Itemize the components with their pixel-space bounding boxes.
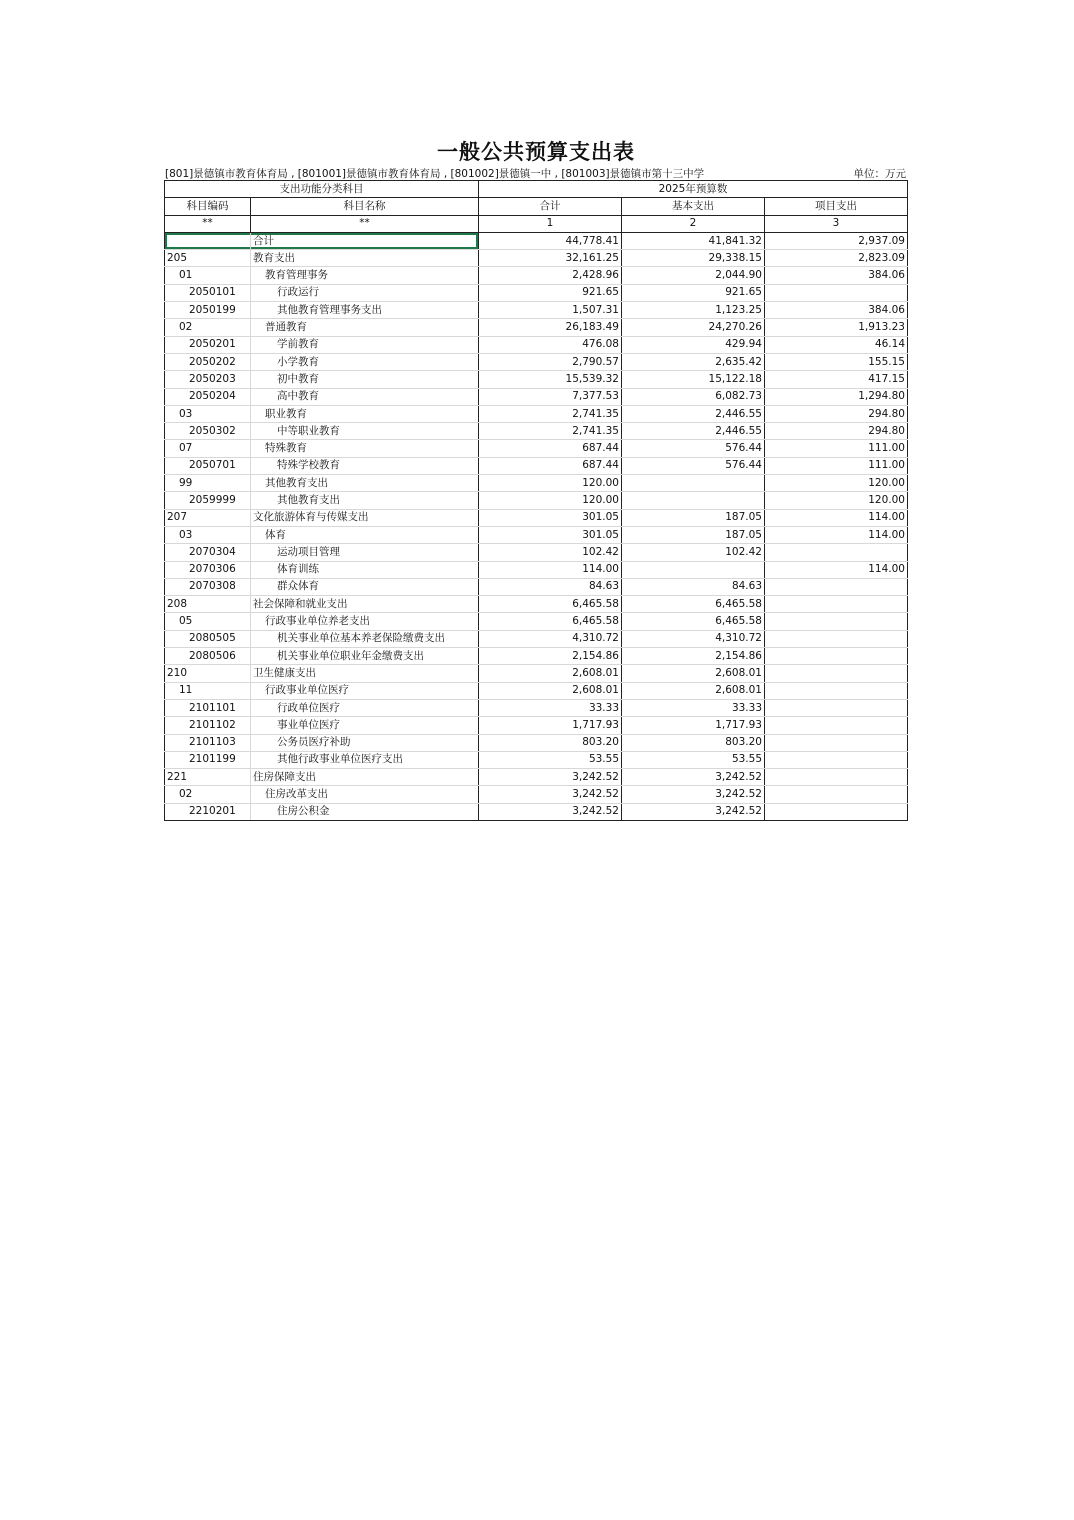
header-column-row bbox=[165, 198, 908, 215]
cell-project[interactable] bbox=[765, 682, 908, 699]
cell-name[interactable]: 住房保障支出 bbox=[251, 769, 479, 786]
cell-basic[interactable]: 29,338.15 bbox=[622, 250, 765, 267]
cell-name[interactable]: 文化旅游体育与传媒支出 bbox=[251, 509, 479, 526]
cell-code[interactable]: 99 bbox=[165, 475, 251, 492]
cell-name[interactable]: 群众体育 bbox=[251, 578, 479, 595]
cell-total[interactable]: 120.00 bbox=[479, 475, 622, 492]
cell-basic[interactable]: 84.63 bbox=[622, 578, 765, 595]
cell-project[interactable] bbox=[765, 803, 908, 820]
table-row bbox=[165, 561, 908, 578]
cell-total[interactable]: 301.05 bbox=[479, 526, 622, 543]
table-row bbox=[165, 526, 908, 543]
cell-code[interactable]: 208 bbox=[165, 596, 251, 613]
cell-code[interactable]: 2101199 bbox=[165, 751, 251, 768]
table-row bbox=[165, 388, 908, 405]
cell-basic[interactable]: 41,841.32 bbox=[622, 232, 765, 249]
cell-project[interactable]: 417.15 bbox=[765, 371, 908, 388]
cell-code[interactable]: 2101102 bbox=[165, 717, 251, 734]
cell-name[interactable]: 公务员医疗补助 bbox=[251, 734, 479, 751]
cell-project[interactable]: 114.00 bbox=[765, 561, 908, 578]
table-row bbox=[165, 769, 908, 786]
cell-project[interactable]: 114.00 bbox=[765, 526, 908, 543]
cell-name[interactable]: 体育训练 bbox=[251, 561, 479, 578]
cell-project[interactable]: 1,294.80 bbox=[765, 388, 908, 405]
table-row bbox=[165, 699, 908, 716]
table-row bbox=[165, 302, 908, 319]
cell-basic[interactable]: 3,242.52 bbox=[622, 803, 765, 820]
cell-basic[interactable]: 429.94 bbox=[622, 336, 765, 353]
cell-project[interactable]: 384.06 bbox=[765, 302, 908, 319]
cell-code[interactable]: 2050302 bbox=[165, 423, 251, 440]
cell-code[interactable]: 221 bbox=[165, 769, 251, 786]
cell-total[interactable]: 2,790.57 bbox=[479, 353, 622, 370]
cell-name[interactable]: 卫生健康支出 bbox=[251, 665, 479, 682]
cell-name[interactable]: 职业教育 bbox=[251, 405, 479, 422]
cell-total[interactable]: 687.44 bbox=[479, 457, 622, 474]
cell-basic[interactable]: 2,446.55 bbox=[622, 405, 765, 422]
cell-name[interactable]: 其他教育支出 bbox=[251, 475, 479, 492]
cell-basic[interactable] bbox=[622, 475, 765, 492]
cell-basic[interactable]: 576.44 bbox=[622, 457, 765, 474]
cell-basic[interactable]: 4,310.72 bbox=[622, 630, 765, 647]
cell-basic[interactable]: 187.05 bbox=[622, 509, 765, 526]
cell-total[interactable]: 1,507.31 bbox=[479, 302, 622, 319]
cell-name[interactable]: 事业单位医疗 bbox=[251, 717, 479, 734]
cell-basic[interactable]: 2,635.42 bbox=[622, 353, 765, 370]
cell-total[interactable]: 32,161.25 bbox=[479, 250, 622, 267]
cell-total[interactable]: 2,428.96 bbox=[479, 267, 622, 284]
cell-basic[interactable]: 1,123.25 bbox=[622, 302, 765, 319]
cell-total[interactable]: 2,608.01 bbox=[479, 682, 622, 699]
cell-total[interactable]: 2,741.35 bbox=[479, 405, 622, 422]
header-index-3[interactable]: 3 bbox=[765, 215, 908, 232]
header-code[interactable]: 科目编码 bbox=[165, 198, 251, 215]
cell-total[interactable]: 44,778.41 bbox=[479, 232, 622, 249]
cell-project[interactable]: 2,937.09 bbox=[765, 232, 908, 249]
cell-code[interactable]: 05 bbox=[165, 613, 251, 630]
cell-project[interactable]: 46.14 bbox=[765, 336, 908, 353]
header-name[interactable]: 科目名称 bbox=[251, 198, 479, 215]
cell-basic[interactable]: 6,465.58 bbox=[622, 613, 765, 630]
cell-name[interactable]: 行政运行 bbox=[251, 284, 479, 301]
cell-project[interactable] bbox=[765, 613, 908, 630]
table-row bbox=[165, 717, 908, 734]
table-row bbox=[165, 250, 908, 267]
cell-name[interactable]: 行政单位医疗 bbox=[251, 699, 479, 716]
table-row bbox=[165, 457, 908, 474]
cell-total[interactable]: 26,183.49 bbox=[479, 319, 622, 336]
cell-total[interactable]: 102.42 bbox=[479, 544, 622, 561]
cell-project[interactable]: 294.80 bbox=[765, 405, 908, 422]
header-index-row bbox=[165, 215, 908, 232]
cell-code[interactable]: 2059999 bbox=[165, 492, 251, 509]
cell-basic[interactable]: 3,242.52 bbox=[622, 769, 765, 786]
cell-basic[interactable]: 576.44 bbox=[622, 440, 765, 457]
cell-code[interactable]: 01 bbox=[165, 267, 251, 284]
cell-code[interactable]: 2070306 bbox=[165, 561, 251, 578]
header-index-1[interactable]: 1 bbox=[479, 215, 622, 232]
table-row bbox=[165, 578, 908, 595]
cell-name[interactable]: 行政事业单位养老支出 bbox=[251, 613, 479, 630]
header-star-name[interactable]: ** bbox=[251, 215, 479, 232]
cell-project[interactable] bbox=[765, 717, 908, 734]
cell-basic[interactable]: 3,242.52 bbox=[622, 786, 765, 803]
cell-project[interactable] bbox=[765, 596, 908, 613]
cell-project[interactable]: 120.00 bbox=[765, 475, 908, 492]
cell-basic[interactable]: 15,122.18 bbox=[622, 371, 765, 388]
cell-name[interactable]: 运动项目管理 bbox=[251, 544, 479, 561]
cell-code[interactable]: 2070308 bbox=[165, 578, 251, 595]
cell-total[interactable]: 2,608.01 bbox=[479, 665, 622, 682]
cell-project[interactable] bbox=[765, 769, 908, 786]
cell-total[interactable]: 6,465.58 bbox=[479, 596, 622, 613]
cell-project[interactable]: 294.80 bbox=[765, 423, 908, 440]
cell-code[interactable]: 2050201 bbox=[165, 336, 251, 353]
cell-name[interactable]: 中等职业教育 bbox=[251, 423, 479, 440]
cell-basic[interactable]: 6,465.58 bbox=[622, 596, 765, 613]
cell-name[interactable]: 小学教育 bbox=[251, 353, 479, 370]
cell-name[interactable]: 其他教育支出 bbox=[251, 492, 479, 509]
cell-name[interactable]: 社会保障和就业支出 bbox=[251, 596, 479, 613]
cell-basic[interactable] bbox=[622, 492, 765, 509]
table-row bbox=[165, 475, 908, 492]
cell-total[interactable]: 15,539.32 bbox=[479, 371, 622, 388]
cell-code[interactable]: 02 bbox=[165, 786, 251, 803]
cell-code[interactable]: 2050204 bbox=[165, 388, 251, 405]
cell-name[interactable]: 住房公积金 bbox=[251, 803, 479, 820]
cell-total[interactable]: 3,242.52 bbox=[479, 803, 622, 820]
cell-code[interactable]: 03 bbox=[165, 405, 251, 422]
cell-project[interactable]: 111.00 bbox=[765, 457, 908, 474]
budget-table bbox=[164, 180, 908, 821]
cell-total[interactable]: 803.20 bbox=[479, 734, 622, 751]
cell-project[interactable] bbox=[765, 578, 908, 595]
table-row bbox=[165, 630, 908, 647]
cell-total[interactable]: 3,242.52 bbox=[479, 769, 622, 786]
table-row bbox=[165, 596, 908, 613]
cell-basic[interactable]: 803.20 bbox=[622, 734, 765, 751]
unit-label: 单位：万元 bbox=[853, 168, 906, 180]
cell-project[interactable]: 384.06 bbox=[765, 267, 908, 284]
cell-name[interactable]: 教育支出 bbox=[251, 250, 479, 267]
cell-project[interactable] bbox=[765, 630, 908, 647]
header-function-category[interactable]: 支出功能分类科目 bbox=[165, 181, 479, 198]
cell-basic[interactable]: 2,446.55 bbox=[622, 423, 765, 440]
cell-name[interactable]: 教育管理事务 bbox=[251, 267, 479, 284]
cell-code[interactable]: 207 bbox=[165, 509, 251, 526]
cell-code[interactable] bbox=[165, 232, 251, 249]
cell-total[interactable]: 6,465.58 bbox=[479, 613, 622, 630]
table-row bbox=[165, 751, 908, 768]
table-row bbox=[165, 319, 908, 336]
cell-project[interactable] bbox=[765, 665, 908, 682]
cell-project[interactable] bbox=[765, 734, 908, 751]
table-row bbox=[165, 284, 908, 301]
cell-project[interactable]: 2,823.09 bbox=[765, 250, 908, 267]
table-row bbox=[165, 544, 908, 561]
cell-total[interactable]: 33.33 bbox=[479, 699, 622, 716]
cell-total[interactable]: 53.55 bbox=[479, 751, 622, 768]
cell-code[interactable]: 11 bbox=[165, 682, 251, 699]
cell-basic[interactable]: 53.55 bbox=[622, 751, 765, 768]
cell-project[interactable] bbox=[765, 544, 908, 561]
table-row bbox=[165, 492, 908, 509]
cell-name[interactable]: 合计 bbox=[251, 232, 479, 249]
table-row bbox=[165, 734, 908, 751]
cell-name[interactable]: 机关事业单位基本养老保险缴费支出 bbox=[251, 630, 479, 647]
cell-basic[interactable]: 102.42 bbox=[622, 544, 765, 561]
unit-list: [801]景德镇市教育体育局 , [801001]景德镇市教育体育局 , [801002]景德镇一中 , [801003]景德镇市第十三中学 bbox=[165, 168, 705, 180]
page-title: 一般公共预算支出表 bbox=[437, 139, 635, 164]
cell-total[interactable]: 301.05 bbox=[479, 509, 622, 526]
table-row bbox=[165, 423, 908, 440]
cell-name[interactable]: 普通教育 bbox=[251, 319, 479, 336]
cell-name[interactable]: 初中教育 bbox=[251, 371, 479, 388]
cell-name[interactable]: 高中教育 bbox=[251, 388, 479, 405]
header-star-code[interactable]: ** bbox=[165, 215, 251, 232]
cell-project[interactable] bbox=[765, 699, 908, 716]
cell-name[interactable]: 特殊学校教育 bbox=[251, 457, 479, 474]
cell-project[interactable]: 120.00 bbox=[765, 492, 908, 509]
cell-name[interactable]: 其他行政事业单位医疗支出 bbox=[251, 751, 479, 768]
cell-basic[interactable]: 2,154.86 bbox=[622, 648, 765, 665]
cell-basic[interactable]: 6,082.73 bbox=[622, 388, 765, 405]
cell-basic[interactable]: 2,044.90 bbox=[622, 267, 765, 284]
cell-name[interactable]: 学前教育 bbox=[251, 336, 479, 353]
cell-project[interactable] bbox=[765, 751, 908, 768]
header-group-row bbox=[165, 181, 908, 198]
table-row bbox=[165, 371, 908, 388]
table-row bbox=[165, 440, 908, 457]
cell-total[interactable]: 120.00 bbox=[479, 492, 622, 509]
cell-total[interactable]: 3,242.52 bbox=[479, 786, 622, 803]
cell-code[interactable]: 2080505 bbox=[165, 630, 251, 647]
cell-total[interactable]: 921.65 bbox=[479, 284, 622, 301]
cell-name[interactable]: 行政事业单位医疗 bbox=[251, 682, 479, 699]
table-row bbox=[165, 682, 908, 699]
cell-code[interactable]: 2101103 bbox=[165, 734, 251, 751]
cell-total[interactable]: 114.00 bbox=[479, 561, 622, 578]
cell-total[interactable]: 687.44 bbox=[479, 440, 622, 457]
cell-code[interactable]: 210 bbox=[165, 665, 251, 682]
header-total[interactable]: 合计 bbox=[479, 198, 622, 215]
cell-basic[interactable]: 33.33 bbox=[622, 699, 765, 716]
cell-project[interactable]: 1,913.23 bbox=[765, 319, 908, 336]
table-row bbox=[165, 353, 908, 370]
header-budget-year[interactable]: 2025年预算数 bbox=[479, 181, 908, 198]
cell-project[interactable] bbox=[765, 648, 908, 665]
cell-total[interactable]: 2,741.35 bbox=[479, 423, 622, 440]
cell-basic[interactable] bbox=[622, 561, 765, 578]
cell-total[interactable]: 2,154.86 bbox=[479, 648, 622, 665]
cell-name[interactable]: 住房改革支出 bbox=[251, 786, 479, 803]
cell-code[interactable]: 2080506 bbox=[165, 648, 251, 665]
cell-project[interactable] bbox=[765, 284, 908, 301]
header-project[interactable]: 项目支出 bbox=[765, 198, 908, 215]
cell-name[interactable]: 特殊教育 bbox=[251, 440, 479, 457]
table-row bbox=[165, 336, 908, 353]
cell-code[interactable]: 2101101 bbox=[165, 699, 251, 716]
cell-project[interactable] bbox=[765, 786, 908, 803]
cell-total[interactable]: 4,310.72 bbox=[479, 630, 622, 647]
cell-code[interactable]: 2050701 bbox=[165, 457, 251, 474]
cell-name[interactable]: 体育 bbox=[251, 526, 479, 543]
table-row bbox=[165, 232, 908, 249]
cell-basic[interactable]: 2,608.01 bbox=[622, 665, 765, 682]
cell-total[interactable]: 476.08 bbox=[479, 336, 622, 353]
cell-basic[interactable]: 1,717.93 bbox=[622, 717, 765, 734]
header-basic[interactable]: 基本支出 bbox=[622, 198, 765, 215]
cell-project[interactable]: 111.00 bbox=[765, 440, 908, 457]
cell-code[interactable]: 2050199 bbox=[165, 302, 251, 319]
table-row bbox=[165, 267, 908, 284]
cell-basic[interactable]: 2,608.01 bbox=[622, 682, 765, 699]
table-row bbox=[165, 405, 908, 422]
table-row bbox=[165, 613, 908, 630]
cell-name[interactable]: 机关事业单位职业年金缴费支出 bbox=[251, 648, 479, 665]
table-row bbox=[165, 648, 908, 665]
cell-total[interactable]: 7,377.53 bbox=[479, 388, 622, 405]
cell-code[interactable]: 205 bbox=[165, 250, 251, 267]
cell-total[interactable]: 84.63 bbox=[479, 578, 622, 595]
cell-basic[interactable]: 921.65 bbox=[622, 284, 765, 301]
cell-code[interactable]: 2210201 bbox=[165, 803, 251, 820]
cell-code[interactable]: 2050203 bbox=[165, 371, 251, 388]
cell-code[interactable]: 02 bbox=[165, 319, 251, 336]
table-row bbox=[165, 803, 908, 820]
cell-project[interactable]: 114.00 bbox=[765, 509, 908, 526]
header-index-2[interactable]: 2 bbox=[622, 215, 765, 232]
cell-project[interactable]: 155.15 bbox=[765, 353, 908, 370]
cell-basic[interactable]: 24,270.26 bbox=[622, 319, 765, 336]
cell-code[interactable]: 2050101 bbox=[165, 284, 251, 301]
cell-code[interactable]: 2050202 bbox=[165, 353, 251, 370]
cell-code[interactable]: 2070304 bbox=[165, 544, 251, 561]
table-row bbox=[165, 665, 908, 682]
cell-code[interactable]: 03 bbox=[165, 526, 251, 543]
cell-name[interactable]: 其他教育管理事务支出 bbox=[251, 302, 479, 319]
cell-basic[interactable]: 187.05 bbox=[622, 526, 765, 543]
cell-code[interactable]: 07 bbox=[165, 440, 251, 457]
cell-total[interactable]: 1,717.93 bbox=[479, 717, 622, 734]
table-row bbox=[165, 509, 908, 526]
table-row bbox=[165, 786, 908, 803]
